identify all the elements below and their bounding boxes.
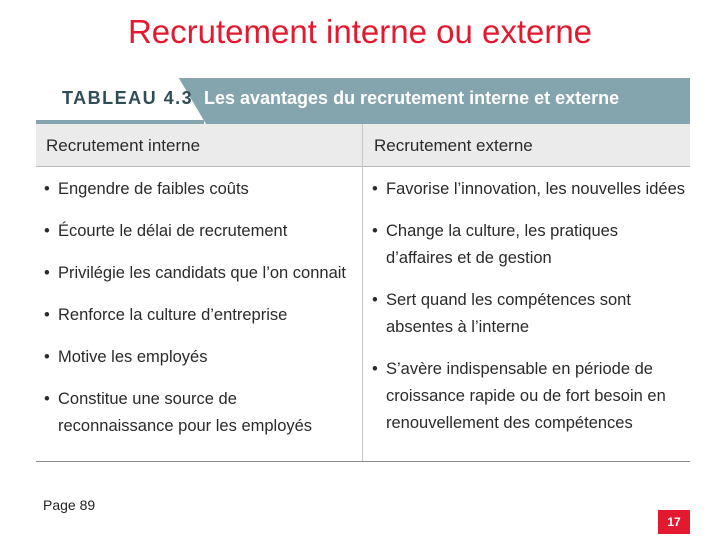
list-item: • Motive les employés xyxy=(44,344,356,371)
page-reference: Page 89 xyxy=(43,497,96,513)
comparison-table xyxy=(36,78,690,462)
table-header-row xyxy=(36,124,690,167)
internal-advantages-list xyxy=(44,176,356,455)
slide-number-badge: 17 xyxy=(658,510,690,534)
table-number-label: TABLEAU 4.3 xyxy=(62,88,194,108)
list-item: • Favorise l’innovation, les nouvelles idées xyxy=(372,176,688,203)
slide-title: Recrutement interne ou externe xyxy=(127,13,593,50)
list-item: • Change la culture, les pratiques d’affaires et de gestion xyxy=(372,218,688,272)
column-header-internal: Recrutement interne xyxy=(46,136,201,155)
table-bottom-rule xyxy=(36,461,690,462)
table-title: Les avantages du recrutement interne et externe xyxy=(204,88,620,108)
list-item: • Sert quand les compétences sont absentes à l’interne xyxy=(372,287,688,341)
list-item: • Engendre de faibles coûts xyxy=(44,176,356,203)
list-item: • Privilégie les candidats que l’on connait xyxy=(44,260,356,287)
list-item: • S’avère indispensable en période de croissance rapide ou de fort besoin en renouvellement des compétences xyxy=(372,356,688,437)
table-banner xyxy=(36,78,690,124)
list-item: • Écourte le délai de recrutement xyxy=(44,218,356,245)
list-item: • Constitue une source de reconnaissance pour les employés xyxy=(44,386,356,440)
external-advantages-list xyxy=(372,176,688,452)
column-divider xyxy=(362,124,363,462)
list-item: • Renforce la culture d’entreprise xyxy=(44,302,356,329)
column-header-external: Recrutement externe xyxy=(374,136,533,155)
